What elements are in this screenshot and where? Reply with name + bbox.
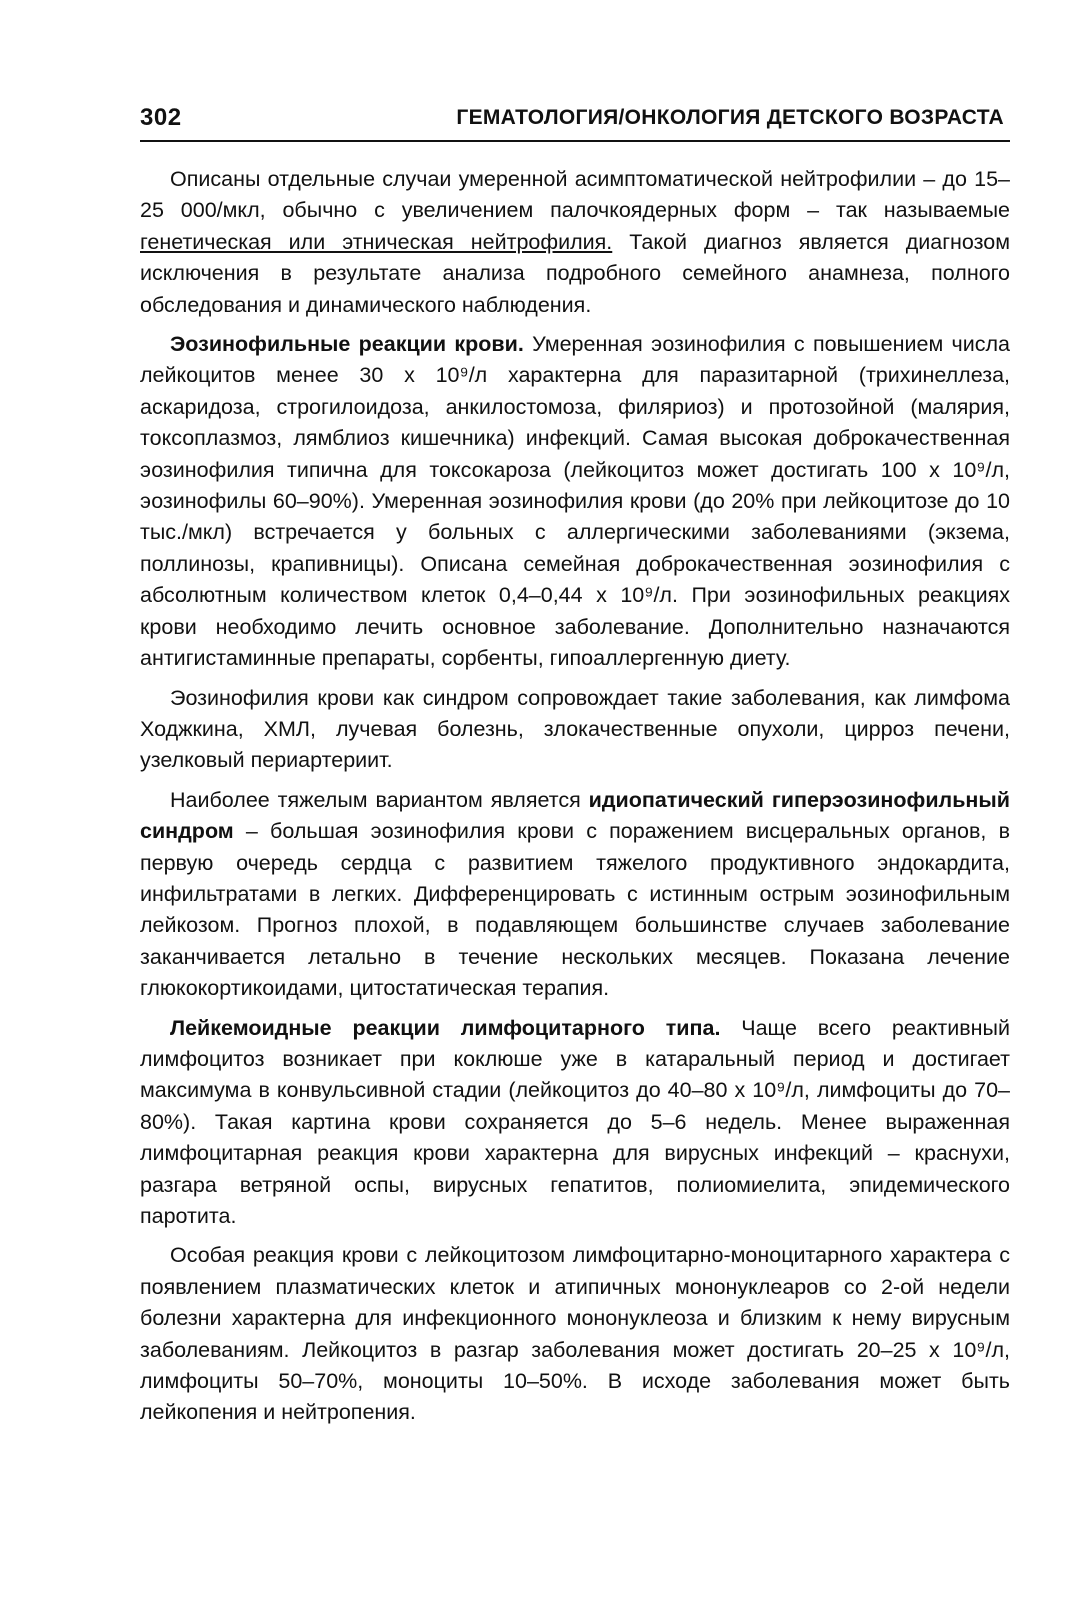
paragraph-hypereosinophilic	[140, 785, 1010, 1005]
paragraph-text: Эозинофилия крови как синдром сопровождает такие заболевания, как лимфома Ходжкина, ХМЛ, лучевая болезнь, злокачественные опухоли, цирроз печени, узелковый периартериит.	[140, 685, 1010, 773]
paragraph-eosinophilia-syndrome	[140, 683, 1010, 777]
paragraph-text: Умеренная эозинофилия с повышением числа лейкоцитов менее 30 х 10⁹/л характерна для паразитарной (трихинеллеза, аскаридоза, строгилоидоза, анкилостомоза, филяриоз) и протозойной (малярия, токсоплазмоз, лямблиоз кишечника) инфекций. Самая высокая доброкачественная эозинофилия типична для токсокароза (лейкоцитоз может достигать 100 х 10⁹/л, эозинофилы 60–90%). Умеренная эозинофилия крови (до 20% при лейкоцитозе до 10 тыс./мкл) встречается у больных с аллергическими заболеваниями (экзема, поллинозы, крапивницы). Описана семейная доброкачественная эозинофилия с абсолютным количеством клеток 0,4–0,44 х 10⁹/л. При эозинофильных реакциях крови необходимо лечить основное заболевание. Дополнительно назначаются антигистаминные препараты, сорбенты, гипоаллергенную диету.	[140, 332, 1010, 671]
bold-term: идиопатический гиперэозинофильный синдром	[140, 787, 1010, 844]
running-header	[140, 100, 1010, 142]
underlined-term: генетическая или этническая нейтрофилия.	[140, 229, 613, 254]
paragraph-lymphocytic-reactions	[140, 1013, 1010, 1233]
running-title: ГЕМАТОЛОГИЯ/ОНКОЛОГИЯ ДЕТСКОГО ВОЗРАСТА	[456, 106, 1004, 129]
paragraph-text: Чаще всего реактивный лимфоцитоз возникает при коклюше уже в катаральный период и достигает максимума в конвульсивной стадии (лейкоцитоз до 40–80 х 10⁹/л, лимфоциты до 70–80%). Такая картина крови сохраняется до 5–6 недель. Менее выраженная лимфоцитарная реакция крови характерна для вирусных инфекций – краснухи, разгара ветряной оспы, вирусных гепатитов, полиомиелита, эпидемического паротита.	[140, 1015, 1011, 1228]
paragraph-text: Такой диагноз является диагнозом исключения в результате анализа подробного семейного анамнеза, полного обследования и динамического наблюдения.	[140, 229, 1010, 317]
section-heading: Лейкемоидные реакции лимфоцитарного типа.	[170, 1015, 721, 1040]
paragraph-text: Наиболее тяжелым вариантом является	[170, 787, 589, 812]
paragraph-neutrophilia	[140, 164, 1010, 321]
section-heading: Эозинофильные реакции крови.	[170, 332, 524, 357]
page-number: 302	[140, 104, 182, 131]
paragraph-text: Описаны отдельные случаи умеренной асимптоматической нейтрофилии – до 15–25 000/мкл, обычно с увеличением палочкоядерных форм – так называемые	[140, 167, 1010, 223]
paragraph-eosinophilic-reactions	[140, 329, 1010, 674]
paragraph-mononucleosis	[140, 1240, 1010, 1428]
book-page	[140, 100, 1010, 1437]
paragraph-text: – большая эозинофилия крови с поражением висцеральных органов, в первую очередь сердца с развитием тяжелого продуктивного эндокардита, инфильтратами в легких. Дифференцировать с истинным острым эозинофильным лейкозом. Прогноз плохой, в подавляющем большинстве случаев заболевание заканчивается летально в течение нескольких месяцев. Показана лечение глюкокортикоидами, цитостатическая терапия.	[140, 819, 1010, 1001]
paragraph-text: Особая реакция крови с лейкоцитозом лимфоцитарно-моноцитарного характера с появлением плазматических клеток и атипичных мононуклеаров со 2-ой недели болезни характерна для инфекционного мононуклеоза и близким к нему вирусным заболеваниям. Лейкоцитоз в разгар заболевания может достигать 20–25 х 10⁹/л, лимфоциты 50–70%, моноциты 10–50%. В исходе заболевания может быть лейкопения и нейтропения.	[140, 1243, 1010, 1425]
body-text	[140, 164, 1010, 1429]
